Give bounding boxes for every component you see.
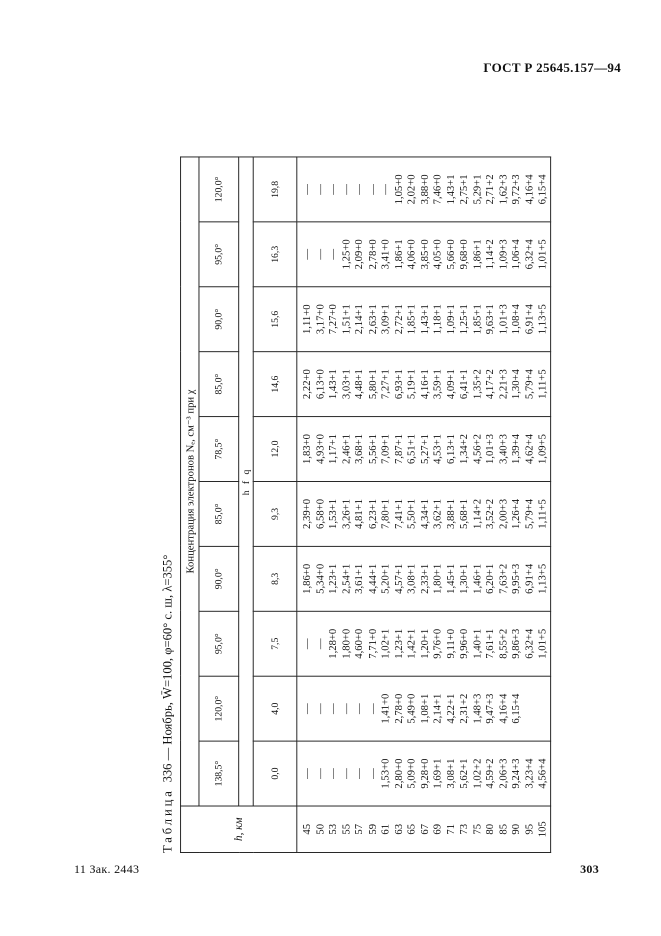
height-header: h, км [180,806,296,853]
index-row [253,157,297,853]
table-cell: 6,58+0 [313,498,326,529]
table-cell: 1,01+5 [536,239,548,270]
table-cell: 1,86+1 [470,239,483,270]
table-cell: — [326,248,339,260]
chi-header-4: 85,0° [198,481,238,546]
index-header-6: 14,6 [253,352,297,417]
table-cell: 7,71+0 [366,628,378,659]
table-cell: 5,29+1 [470,174,483,205]
height-value: 63 [392,823,404,835]
table-cell: 3,62+1 [431,498,444,529]
table-cell: 2,21+3 [496,369,509,400]
table-cell: 1,35+2 [470,369,483,400]
standard-code: ГОСТ Р 25645.157—94 [483,60,621,75]
table-cell: 3,52+2 [483,498,496,529]
height-value: 67 [418,823,430,835]
chi-header-6: 85,0° [198,352,238,417]
height-value: 71 [444,823,457,835]
table-cell: 2,00+3 [496,498,509,529]
caption-text: 336 — Ноябрь, W̄=100, φ=60° с. ш, λ=355° [159,554,174,783]
table-cell: 3,09+1 [379,304,391,335]
table-cell: 4,59+2 [483,758,496,789]
table-cell: 4,60+0 [352,628,365,659]
table-cell: 6,13+0 [313,369,326,400]
table-cell: 1,48+3 [470,693,483,724]
table-cell: 1,08+1 [418,693,430,724]
value-column-1 [296,676,549,741]
table-cell: 7,27+1 [379,369,391,400]
table-cell: 7,27+0 [326,304,339,335]
table-cell: — [300,638,313,650]
height-value: 61 [379,823,391,835]
index-header-1: 4,0 [253,676,297,741]
table-cell: 1,51+1 [339,304,352,335]
chi-header-2: 95,0° [198,611,238,676]
table-cell: 6,91+4 [523,304,535,335]
value-column-5 [296,417,549,482]
table-cell: 5,50+1 [405,498,417,529]
height-value: 95 [523,823,535,835]
value-column-3 [296,546,549,611]
rotated-table-frame [154,78,550,853]
table-cell: 1,34+2 [457,434,470,465]
height-values [296,806,549,853]
page-number: 303 [580,862,599,876]
table-cell: 4,48+1 [352,369,365,400]
table-cell: 7,09+1 [379,434,391,465]
table-cell: 1,25+1 [457,304,470,335]
hf-header: h f q [238,157,253,806]
table-cell: 2,33+1 [418,563,430,594]
table-cell: 5,56+1 [366,434,378,465]
index-header-3: 8,3 [253,546,297,611]
table-cell: 9,68+0 [457,239,470,270]
table-cell: 1,14+2 [483,239,496,270]
table-cell: — [366,703,378,714]
table-cell: 9,11+0 [444,628,457,659]
height-value: 80 [483,823,496,835]
index-header-9: 19,8 [253,157,297,222]
table-cell: 7,41+1 [392,498,404,529]
chi-header-1: 120,0° [198,676,238,741]
table-cell: — [339,703,352,714]
height-value: 105 [536,821,548,838]
table-cell: — [313,184,326,195]
table-cell: 8,55+2 [496,628,509,659]
table-cell: 4,22+1 [444,693,457,724]
table-cell: 5,19+1 [405,369,417,400]
height-value: 65 [405,823,417,835]
table-cell: 1,83+0 [300,434,313,465]
table-cell: 1,05+0 [392,174,404,205]
height-value: 50 [313,823,326,835]
table-cell: 1,42+1 [405,628,417,659]
table-cell: 9,72+3 [509,174,522,205]
table-cell: 1,11+0 [300,304,313,335]
table-cell: 5,79+4 [523,369,535,400]
value-column-6 [296,352,549,417]
table-cell: — [300,703,313,714]
table-cell: 4,06+0 [405,239,417,270]
data-row [296,157,549,853]
table-cell: 1,09+1 [444,304,457,335]
table-cell: 2,80+0 [392,758,404,789]
index-header-4: 9,3 [253,481,297,546]
value-column-4 [296,481,549,546]
table-cell: 9,95+3 [509,563,522,594]
table-cell: 1,18+1 [431,304,444,335]
table-cell: 2,75+1 [457,174,470,205]
table-cell: 6,20+1 [483,563,496,594]
chi-header-3: 90,0° [198,546,238,611]
height-value: 69 [431,823,444,835]
table-cell: 4,53+1 [431,434,444,465]
table-caption [154,78,179,853]
table-cell: 1,62+3 [496,174,509,205]
table-cell: 3,85+0 [418,239,430,270]
table-cell: 1,13+5 [536,563,548,594]
table-cell: — [366,184,378,195]
table-cell: 6,13+1 [444,434,457,465]
table-cell: — [379,184,391,195]
table-cell: 5,49+0 [405,693,417,724]
table-cell: 1,30+4 [509,369,522,400]
table-cell: 1,11+5 [536,499,548,529]
table-cell: 1,43+1 [326,369,339,400]
height-value: 59 [366,823,378,835]
table-cell: 1,26+4 [509,498,522,529]
table-cell: 3,59+1 [431,369,444,400]
table-cell: 4,16+1 [418,369,430,400]
table-cell: 1,14+2 [470,498,483,529]
table-cell: 2,72+1 [392,304,404,335]
table-cell: — [352,703,365,714]
table-cell: 3,68+1 [352,434,365,465]
table-cell: 9,96+0 [457,628,470,659]
table-cell: 1,01+5 [536,628,548,659]
table-cell: 5,68+1 [457,498,470,529]
table-cell: 2,46+1 [339,434,352,465]
table-cell: 2,39+0 [300,498,313,529]
table-cell: 1,11+5 [536,369,548,399]
table-cell: 1,09+5 [536,434,548,465]
index-header-7: 15,6 [253,287,297,352]
chi-header-0: 138,5° [198,741,238,806]
table-cell: 1,20+1 [418,628,430,659]
table-cell: 4,56+2 [470,434,483,465]
table-cell: 1,23+1 [392,628,404,659]
table-cell: — [300,248,313,260]
table-cell: 4,17+2 [483,369,496,400]
table-cell: 2,78+0 [392,693,404,724]
table-cell: 1,40+1 [470,628,483,659]
table-cell: 7,61+1 [483,628,496,659]
table-cell: 4,93+0 [313,434,326,465]
caption-lead: Таблица [159,788,174,853]
table-cell: 3,26+1 [339,498,352,529]
table-cell: 5,66+0 [444,239,457,270]
table-cell: 1,69+1 [431,758,444,789]
table-cell: 3,41+0 [379,239,391,270]
table-cell: 3,40+3 [496,434,509,465]
concentration-header: Концентрация электронов Nₑ, см⁻³ при χ [180,157,198,806]
index-header-0: 0,0 [253,741,297,806]
table-cell: 1,53+1 [326,498,339,529]
table-cell: 1,01+3 [483,434,496,465]
table-cell: — [313,638,326,650]
table-cell: 1,39+4 [509,434,522,465]
table-cell: 4,57+1 [392,563,404,594]
height-value: 90 [509,823,522,835]
table-cell: 2,54+1 [339,563,352,594]
height-value: 73 [457,823,470,835]
table-cell: 1,80+0 [339,628,352,659]
table-cell: 1,43+1 [418,304,430,335]
table-cell: — [326,703,339,714]
table-cell: 1,86+1 [392,239,404,270]
table-cell: — [300,768,313,779]
index-header-8: 16,3 [253,222,297,287]
height-value: 53 [326,823,339,835]
table-cell: 6,15+4 [536,174,548,205]
table-cell: 1,01+3 [496,304,509,335]
table-cell: 3,23+4 [523,758,535,789]
table-cell: 1,46+1 [470,563,483,594]
table-cell: 5,34+0 [313,563,326,594]
value-column-2 [296,611,549,676]
table-cell: 4,05+0 [431,239,444,270]
table-cell: 2,31+2 [457,693,470,724]
table-cell: — [326,768,339,779]
chi-row [198,157,238,853]
table-cell: 3,61+1 [352,563,365,594]
table-cell: 2,06+3 [496,758,509,789]
table-cell: 3,03+1 [339,369,352,400]
table-cell: 1,25+0 [339,239,352,270]
table-cell: 1,85+1 [470,304,483,335]
table-cell: 3,08+1 [405,563,417,594]
table-cell: 9,47+3 [483,693,496,724]
table-cell: 1,17+1 [326,434,339,465]
table-cell: 6,93+1 [392,369,404,400]
table-cell: 2,14+1 [431,693,444,724]
table-cell: — [352,184,365,195]
table-cell: 1,53+0 [379,758,391,789]
table-cell: 2,02+0 [405,174,417,205]
chi-header-8: 95,0° [198,222,238,287]
table-cell: 2,78+0 [366,239,378,270]
table-cell: — [313,703,326,714]
table-cell: 3,08+1 [444,758,457,789]
table-cell: 1,41+0 [379,693,391,724]
table-cell: 1,28+0 [326,628,339,659]
table-cell [536,677,549,741]
height-value: 75 [470,823,483,835]
value-column-7 [296,287,549,352]
table-cell: 7,80+1 [379,498,391,529]
table-cell: 3,88+1 [444,498,457,529]
table-cell: 9,28+0 [418,758,430,789]
table-cell: 1,08+4 [509,304,522,335]
table-cell: 1,30+1 [457,563,470,594]
table-cell: 4,62+4 [523,434,535,465]
table-cell: 4,09+1 [444,369,457,400]
value-column-9 [296,157,549,222]
table-cell: 7,46+0 [431,174,444,205]
table-cell: — [352,768,365,779]
table-cell: 1,23+1 [326,563,339,594]
order-note: 11 Зак. 2443 [74,862,140,876]
table-cell: 5,09+0 [405,758,417,789]
table-cell: 7,63+2 [496,563,509,594]
table-cell: 5,20+1 [379,563,391,594]
table-cell: 4,81+1 [352,498,365,529]
chi-header-7: 90,0° [198,287,238,352]
table-cell: — [366,768,378,779]
table-cell: — [313,248,326,260]
table-cell: 5,80+1 [366,369,378,400]
table-cell: 1,02+2 [470,758,483,789]
table-cell: 2,71+2 [483,174,496,205]
table-cell: 2,22+0 [300,369,313,400]
electron-concentration-table [180,156,551,853]
table-cell: 6,41+1 [457,369,470,400]
table-cell: — [339,184,352,195]
height-value: 85 [496,823,509,835]
table-cell: 5,79+4 [523,498,535,529]
table-cell: 1,43+1 [444,174,457,205]
table-cell: 9,76+0 [431,628,444,659]
table-cell: 1,80+1 [431,563,444,594]
table-cell: 1,06+4 [509,239,522,270]
table-cell: — [313,768,326,779]
table-cell: — [300,184,313,195]
table-cell: 1,86+0 [300,563,313,594]
table-cell: 2,63+1 [366,304,378,335]
table-cell: 5,62+1 [457,758,470,789]
table-cell: 1,13+5 [536,304,548,335]
chi-header-9: 120,0° [198,157,238,222]
table-cell: — [326,184,339,195]
table-cell [523,677,536,741]
table-cell: 7,87+1 [392,434,404,465]
table-cell: 4,56+4 [536,758,548,789]
table-cell: 1,09+3 [496,239,509,270]
table-cell: 6,32+4 [523,628,535,659]
table-cell: 6,23+1 [366,498,378,529]
index-header-2: 7,5 [253,611,297,676]
table-cell: 1,85+1 [405,304,417,335]
table-cell: 4,44+1 [366,563,378,594]
table-cell: 6,51+1 [405,434,417,465]
table-cell: 9,63+1 [483,304,496,335]
table-cell: 6,15+4 [509,693,522,724]
chi-header-5: 78,5° [198,417,238,482]
table-cell: — [339,768,352,779]
table-cell: 6,32+4 [523,239,535,270]
table-cell: 2,14+1 [352,304,365,335]
index-header-5: 12,0 [253,417,297,482]
table-cell: 4,16+4 [523,174,535,205]
table-cell: 3,17+0 [313,304,326,335]
value-column-8 [296,222,549,287]
table-cell: 9,24+3 [509,758,522,789]
table-cell: 6,91+4 [523,563,535,594]
table-cell: 1,02+1 [379,628,391,659]
table-cell: 5,27+1 [418,434,430,465]
table-cell: 2,09+0 [352,239,365,270]
table-cell: 1,45+1 [444,563,457,594]
table-cell: 4,34+1 [418,498,430,529]
table-cell: 3,88+0 [418,174,430,205]
height-value: 57 [352,823,365,835]
height-value: 55 [339,823,352,835]
table-cell: 9,86+3 [509,628,522,659]
height-value: 45 [300,823,313,835]
value-column-0 [296,741,549,806]
table-cell: 4,16+4 [496,693,509,724]
